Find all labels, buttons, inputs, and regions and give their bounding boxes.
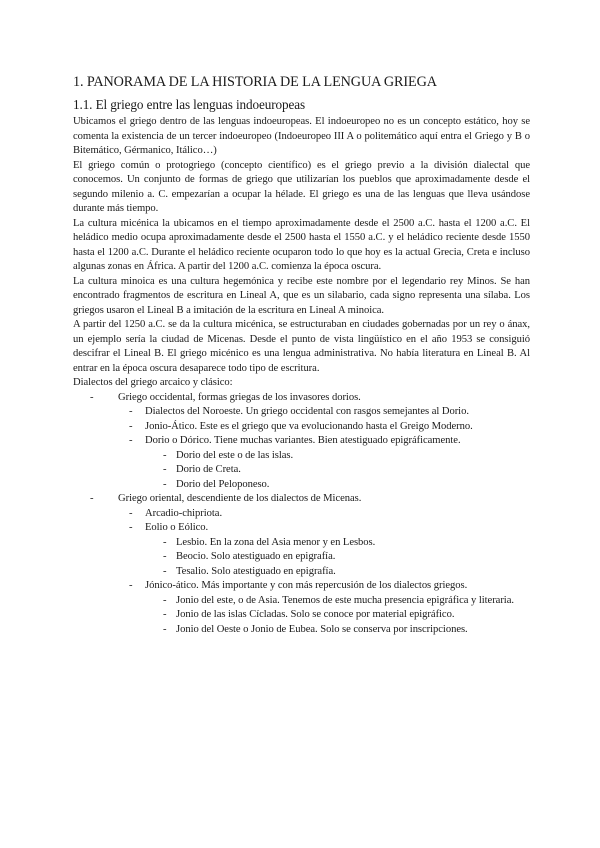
paragraph: La cultura minoica es una cultura hegemónica y recibe este nombre por el legendario rey Minos. Se han encontrado fragmentos de escritura en Lineal A, que es un silabario, cada signo representa una sílaba. Los griegos usaron el Lineal B a imitación de la escritura en Lineal A minoica. — [73, 275, 530, 316]
dash-bullet: - — [129, 406, 133, 417]
list-item-text: Jonio de las islas Cícladas. Solo se conoce por material epigráfico. — [176, 609, 455, 620]
dash-bullet: - — [129, 435, 133, 446]
paragraph: La cultura micénica la ubicamos en el tiempo aproximadamente desde el 2500 a.C. hasta el 1200 a.C. El heládico medio ocupa aproximadamente desde el 2500 hasta el 1550 a.C. y el heládico reciente desde 1550 hasta el 1200 a.C. Durante el heládico reciente ocuparon todo lo que hoy es la actual Grecia, Creta e incluso algunas zonas en África. A partir del 1200 a.C. comienza la época oscura. — [73, 217, 530, 272]
dialect-list — [73, 391, 530, 638]
main-heading: 1. PANORAMA DE LA HISTORIA DE LA LENGUA GRIEGA — [73, 74, 437, 90]
list-item — [73, 405, 530, 420]
list-item-text: Dialectos del Noroeste. Un griego occidental con rasgos semejantes al Dorio. — [145, 406, 469, 417]
list-item — [73, 434, 530, 449]
list-item — [73, 550, 530, 565]
list-item-text: Lesbio. En la zona del Asia menor y en Lesbos. — [176, 536, 376, 548]
list-item-text: Dorio o Dórico. Tiene muchas variantes. Bien atestiguado epigráficamente. — [145, 435, 461, 446]
list-item — [73, 463, 530, 478]
list-item-text: Dorio del Peloponeso. — [176, 478, 270, 490]
paragraph: Dialectos del griego arcaico y clásico: — [73, 377, 233, 388]
dash-bullet: - — [163, 609, 167, 620]
dash-bullet: - — [90, 391, 94, 403]
paragraph: Ubicamos el griego dentro de las lenguas indoeuropeas. El indoeuropeo no es un concepto estático, hoy se comenta la existencia de un tercer indoeuropeo (Indoeuropeo III A o politemático aquí entra el Griego y B o Bitemático, Gérmanico, Itálico…) — [73, 116, 530, 156]
list-item — [73, 521, 530, 536]
list-item — [73, 536, 530, 551]
list-item — [73, 478, 530, 493]
list-item-text: Jonio del este, o de Asia. Tenemos de este mucha presencia epigráfica y literaria. — [176, 594, 514, 606]
dash-bullet: - — [163, 536, 167, 548]
list-item-text: Jonio del Oeste o Jonio de Eubea. Solo se conserva por inscripciones. — [176, 623, 468, 635]
dash-bullet: - — [90, 493, 94, 504]
dash-bullet: - — [129, 507, 133, 519]
list-item — [73, 507, 530, 522]
list-item — [73, 623, 530, 638]
dash-bullet: - — [163, 478, 167, 490]
list-item-text: Dorio del este o de las islas. — [176, 449, 294, 461]
list-item-text: Jónico-ático. Más importante y con más repercusión de los dialectos griegos. — [145, 580, 468, 591]
dash-bullet: - — [163, 623, 167, 635]
list-item — [73, 565, 530, 580]
list-item — [73, 594, 530, 609]
dash-bullet: - — [129, 522, 133, 533]
dash-bullet: - — [129, 420, 133, 432]
dash-bullet: - — [163, 594, 167, 606]
paragraph: El griego común o protogriego (concepto científico) es el griego previo a la división dialectal que conocemos. Un conjunto de formas de griego que utilizarían los pueblos que aproximadamente desde el segundo milenio a. C. empezarían a ocupar la hélade. El griego es una de las lenguas que lleva usándose durante más tiempo. — [73, 159, 530, 214]
section-heading: 1.1. El griego entre las lenguas indoeuropeas — [73, 97, 306, 112]
list-item-text: Jonio-Ático. Este es el griego que va evolucionando hasta el Greigo Moderno. — [145, 420, 473, 432]
list-item-text: Griego oriental, descendiente de los dialectos de Micenas. — [118, 493, 362, 504]
list-item — [73, 449, 530, 464]
list-item-text: Dorio de Creta. — [176, 464, 241, 475]
list-item — [73, 420, 530, 435]
list-item-text: Griego occidental, formas griegas de los invasores dorios. — [118, 391, 361, 403]
dash-bullet: - — [163, 551, 167, 562]
list-item-text: Arcadio-chipriota. — [145, 507, 223, 519]
dash-bullet: - — [163, 565, 167, 577]
list-item-text: Beocio. Solo atestiguado en epigrafía. — [176, 551, 336, 562]
list-item — [73, 492, 530, 507]
document-body — [73, 73, 530, 637]
dash-bullet: - — [163, 449, 167, 461]
list-item — [73, 608, 530, 623]
dash-bullet: - — [163, 464, 167, 475]
list-item-text: Tesalio. Solo atestiguado en epigrafía. — [176, 565, 336, 577]
list-item — [73, 579, 530, 594]
list-item-text: Eolio o Eólico. — [145, 522, 209, 533]
paragraphs — [73, 115, 530, 391]
list-item — [73, 391, 530, 406]
dash-bullet: - — [129, 580, 133, 591]
paragraph: A partir del 1250 a.C. se da la cultura micénica, se estructuraban en ciudades gobernadas por un rey o ánax, un ejemplo sería la ciudad de Micenas. Desde el punto de vista lingüístico en el año 1953 se consiguió descifrar el Lineal B. El griego micénico es una lengua administrativa. No había literatura en Lineal B. Al entrar en la época oscura desaparece todo tipo de escritura. — [73, 319, 530, 374]
